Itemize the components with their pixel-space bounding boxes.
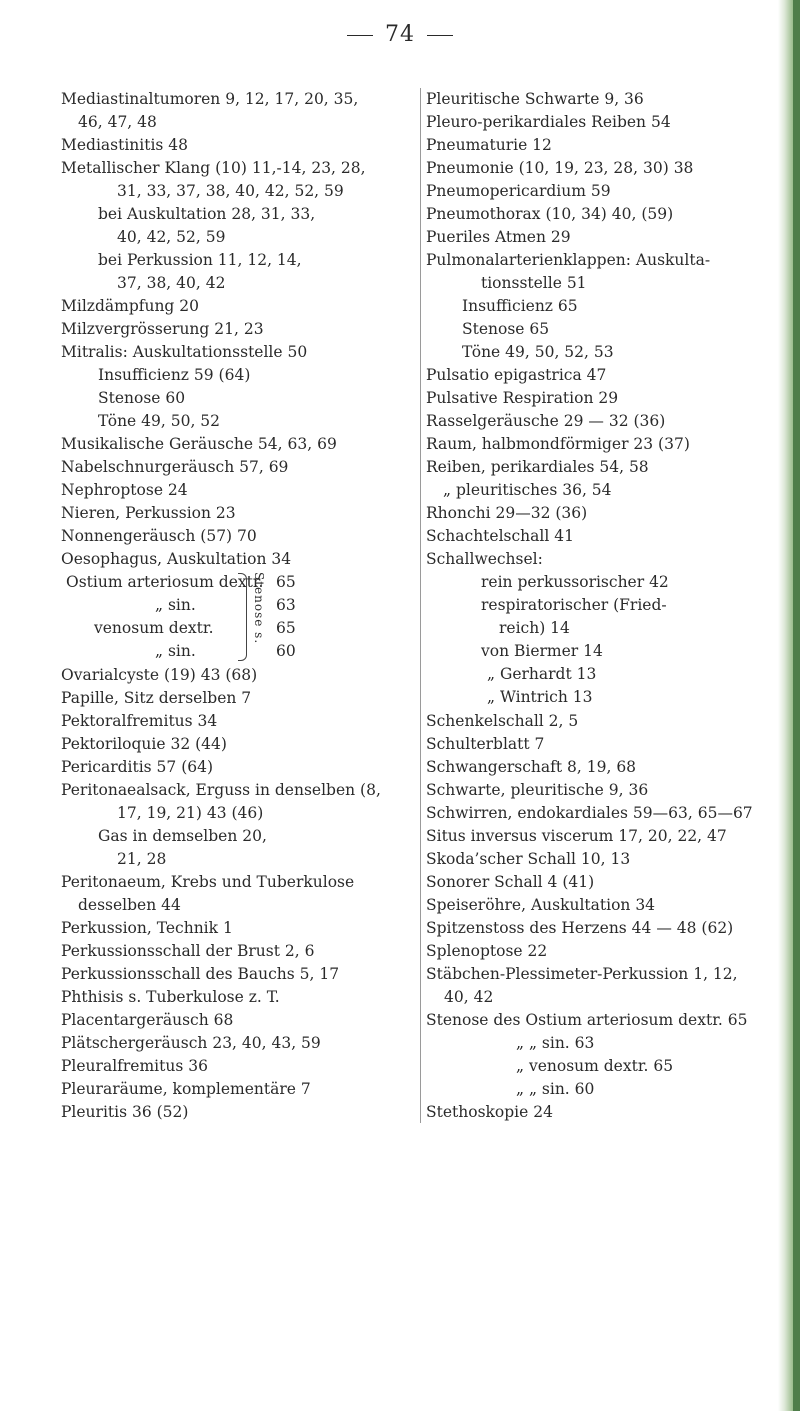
index-entry: Insufficienz 59 (64) [98, 366, 251, 384]
index-entry: Schallwechsel: [426, 550, 543, 568]
index-entry: Metallischer Klang (10) 11,-14, 23, 28, [61, 159, 366, 177]
index-entry: Skoda’scher Schall 10, 13 [426, 850, 631, 868]
index-entry: „ venosum dextr. 65 [516, 1057, 674, 1075]
index-entry: Mitralis: Auskultationsstelle 50 [61, 343, 308, 361]
index-entry: reich) 14 [499, 619, 570, 637]
index-entry: 40, 42 [444, 988, 494, 1006]
index-entry: Stenose 60 [98, 389, 186, 407]
index-entry: Pektoralfremitus 34 [61, 712, 218, 730]
index-entry: Stethoskopie 24 [426, 1103, 553, 1121]
index-entry: Schwirren, endokardiales 59—63, 65—67 [426, 804, 753, 822]
index-entry: Nephroptose 24 [61, 481, 188, 499]
page-number: 74 [0, 22, 800, 47]
index-entry: Spitzenstoss des Herzens 44 — 48 (62) [426, 919, 734, 937]
index-entry: Mediastinitis 48 [61, 136, 189, 154]
index-entry: Nonnengeräusch (57) 70 [61, 527, 257, 545]
index-entry: Pneumaturie 12 [426, 136, 552, 154]
index-entry: Perkussionsschall des Bauchs 5, 17 [61, 965, 340, 983]
index-entry: Pleuralfremitus 36 [61, 1057, 208, 1075]
index-entry: Sonorer Schall 4 (41) [426, 873, 595, 891]
ostium-value: 65 [276, 573, 296, 591]
index-entry: „ Wintrich 13 [487, 688, 593, 706]
index-entry: Reiben, perikardiales 54, 58 [426, 458, 649, 476]
index-entry: Schachtelschall 41 [426, 527, 574, 545]
index-entry: Stenose 65 [462, 320, 550, 338]
index-entry: Stäbchen-Plessimeter-Perkussion 1, 12, [426, 965, 738, 983]
index-entry: Phthisis s. Tuberkulose z. T. [61, 988, 280, 1006]
index-entry: Rhonchi 29—32 (36) [426, 504, 588, 522]
index-entry: Rasselgeräusche 29 — 32 (36) [426, 412, 666, 430]
index-entry: bei Perkussion 11, 12, 14, [98, 251, 302, 269]
index-entry: Raum, halbmondförmiger 23 (37) [426, 435, 690, 453]
ostium-value: 60 [276, 642, 296, 660]
index-entry: Plätschergeräusch 23, 40, 43, 59 [61, 1034, 321, 1052]
index-entry: Situs inversus viscerum 17, 20, 22, 47 [426, 827, 727, 845]
index-entry: Pulsative Respiration 29 [426, 389, 619, 407]
index-entry: Nieren, Perkussion 23 [61, 504, 236, 522]
index-entry: Peritonaealsack, Erguss in denselben (8, [61, 781, 381, 799]
index-entry: Perkussionsschall der Brust 2, 6 [61, 942, 315, 960]
index-entry: Töne 49, 50, 52 [98, 412, 221, 430]
index-entry: Pleuritische Schwarte 9, 36 [426, 90, 644, 108]
index-entry: Pleuraräume, komplementäre 7 [61, 1080, 311, 1098]
index-entry: Musikalische Geräusche 54, 63, 69 [61, 435, 337, 453]
index-entry: Insufficienz 65 [462, 297, 578, 315]
index-entry: „ pleuritisches 36, 54 [443, 481, 612, 499]
index-entry: Pneumothorax (10, 34) 40, (59) [426, 205, 674, 223]
index-entry: rein perkussorischer 42 [481, 573, 669, 591]
index-entry: Milzvergrösserung 21, 23 [61, 320, 264, 338]
index-entry: Mediastinaltumoren 9, 12, 17, 20, 35, [61, 90, 359, 108]
index-entry: „ „ sin. 60 [516, 1080, 595, 1098]
index-entry: Pektoriloquie 32 (44) [61, 735, 227, 753]
index-entry: desselben 44 [78, 896, 181, 914]
index-entry: Pericarditis 57 (64) [61, 758, 214, 776]
index-entry: Schulterblatt 7 [426, 735, 545, 753]
index-entry: Milzdämpfung 20 [61, 297, 200, 315]
index-entry: 31, 33, 37, 38, 40, 42, 52, 59 [117, 182, 344, 200]
index-entry: Pleuro-perikardiales Reiben 54 [426, 113, 671, 131]
index-entry: 46, 47, 48 [78, 113, 157, 131]
index-entry: Ostium arteriosum dextr. [66, 573, 264, 591]
ostium-value: 65 [276, 619, 296, 637]
index-entry: Splenoptose 22 [426, 942, 548, 960]
index-entry: „ sin. [155, 642, 196, 660]
index-entry: Speiseröhre, Auskultation 34 [426, 896, 656, 914]
index-entry: Papille, Sitz derselben 7 [61, 689, 252, 707]
index-entry: Nabelschnurgeräusch 57, 69 [61, 458, 289, 476]
index-entry: Placentargeräusch 68 [61, 1011, 234, 1029]
index-entry: Schwarte, pleuritische 9, 36 [426, 781, 649, 799]
index-entry: „ „ sin. 63 [516, 1034, 595, 1052]
index-entry: 37, 38, 40, 42 [117, 274, 226, 292]
index-entry: Perkussion, Technik 1 [61, 919, 233, 937]
index-entry: Pulsatio epigastrica 47 [426, 366, 607, 384]
index-entry: respiratorischer (Fried- [481, 596, 667, 614]
index-entry: „ sin. [155, 596, 196, 614]
index-entry: „ Gerhardt 13 [487, 665, 597, 683]
ostium-value: 63 [276, 596, 296, 614]
index-entry: Ovarialcyste (19) 43 (68) [61, 666, 258, 684]
index-entry: tionsstelle 51 [481, 274, 587, 292]
index-entry: Peritonaeum, Krebs und Tuberkulose [61, 873, 355, 891]
index-entry: von Biermer 14 [481, 642, 603, 660]
index-entry: Stenose des Ostium arteriosum dextr. 65 [426, 1011, 748, 1029]
index-entry: venosum dextr. [94, 619, 214, 637]
index-entry: Schwangerschaft 8, 19, 68 [426, 758, 637, 776]
index-entry: 40, 42, 52, 59 [117, 228, 226, 246]
index-entry: Töne 49, 50, 52, 53 [462, 343, 614, 361]
stenose-vertical-label: Stenose s. [252, 572, 266, 645]
index-entry: Oesophagus, Auskultation 34 [61, 550, 292, 568]
index-entry: Pneumopericardium 59 [426, 182, 611, 200]
index-entry: Schenkelschall 2, 5 [426, 712, 579, 730]
index-entry: Pulmonalarterienklappen: Auskulta- [426, 251, 711, 269]
index-entry: Pueriles Atmen 29 [426, 228, 571, 246]
index-entry: Pneumonie (10, 19, 23, 28, 30) 38 [426, 159, 694, 177]
index-entry: 17, 19, 21) 43 (46) [117, 804, 264, 822]
index-entry: bei Auskultation 28, 31, 33, [98, 205, 316, 223]
index-entry: Gas in demselben 20, [98, 827, 267, 845]
index-entry: 21, 28 [117, 850, 167, 868]
page-edge-band [793, 0, 800, 1411]
index-entry: Pleuritis 36 (52) [61, 1103, 189, 1121]
